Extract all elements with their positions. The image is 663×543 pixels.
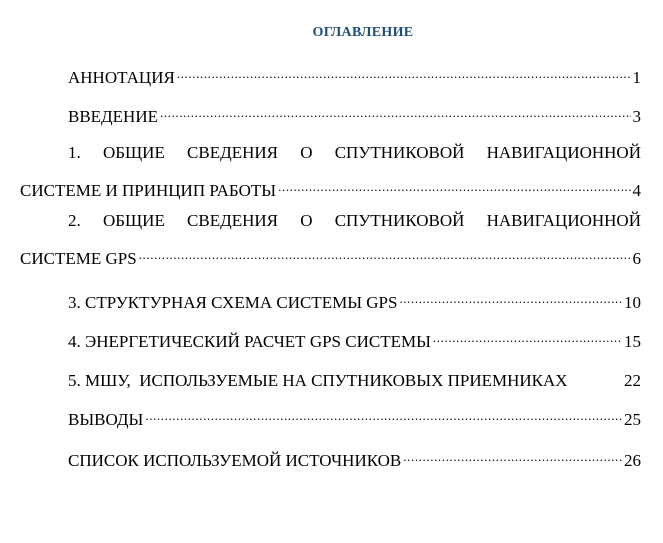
toc-page-number: 10 — [624, 293, 641, 312]
toc-page-number: 4 — [632, 181, 641, 200]
toc-page-number: 25 — [624, 410, 641, 429]
toc-entry[interactable] — [20, 446, 641, 470]
toc-leader-dots — [278, 176, 630, 196]
toc-entry[interactable] — [20, 327, 641, 351]
toc-entry-label: 1. ОБЩИЕ СВЕДЕНИЯ О СПУТНИКОВОЙ НАВИГАЦИОННОЙ — [68, 143, 641, 162]
toc-leader-dots — [433, 327, 622, 347]
toc-entry[interactable] — [20, 102, 641, 126]
toc-leader-dots — [403, 446, 622, 466]
toc-entry-label-continued: СИСТЕМЕ И ПРИНЦИП РАБОТЫ — [20, 181, 277, 200]
toc-entry[interactable] — [20, 63, 641, 87]
toc-leader-dots — [177, 63, 631, 83]
toc-page-number: 3 — [632, 107, 641, 126]
toc-entry-label: СПИСОК ИСПОЛЬЗУЕМОЙ ИСТОЧНИКОВ — [68, 451, 402, 470]
toc-entry-label: АННОТАЦИЯ — [68, 68, 175, 87]
toc-entry-label-continued: СИСТЕМЕ GPS — [20, 249, 137, 268]
toc-page-number: 6 — [632, 249, 641, 268]
toc-leader-dots — [145, 405, 622, 425]
toc-leader-dots — [160, 102, 631, 122]
toc-entry-label: 3. СТРУКТУРНАЯ СХЕМА СИСТЕМЫ GPS — [68, 293, 398, 312]
toc-entry-label: ВВЕДЕНИЕ — [68, 107, 158, 126]
toc-leader-dots — [139, 244, 631, 264]
toc-entry[interactable] — [20, 143, 641, 200]
toc-page-number: 22 — [624, 371, 641, 390]
toc-entry-label: 2. ОБЩИЕ СВЕДЕНИЯ О СПУТНИКОВОЙ НАВИГАЦИОННОЙ — [68, 211, 641, 230]
toc-leader-dots — [399, 288, 622, 308]
toc-entry-label: 5. МШУ, ИСПОЛЬЗУЕМЫЕ НА СПУТНИКОВЫХ ПРИЕМНИКАХ — [68, 371, 568, 390]
toc-page-number: 15 — [624, 332, 641, 351]
toc-entry-label: 4. ЭНЕРГЕТИЧЕСКИЙ РАСЧЕТ GPS СИСТЕМЫ — [68, 332, 431, 351]
toc-leader-dots — [570, 366, 622, 386]
toc-page-number: 1 — [632, 68, 641, 87]
toc-entry[interactable] — [20, 288, 641, 312]
toc-page-number: 26 — [624, 451, 641, 470]
toc-entry[interactable] — [20, 366, 641, 390]
toc-entry[interactable] — [20, 405, 641, 429]
toc-entry[interactable] — [20, 211, 641, 268]
toc-entry-label: ВЫВОДЫ — [68, 410, 144, 429]
toc-title: ОГЛАВЛЕНИЕ — [312, 25, 414, 40]
